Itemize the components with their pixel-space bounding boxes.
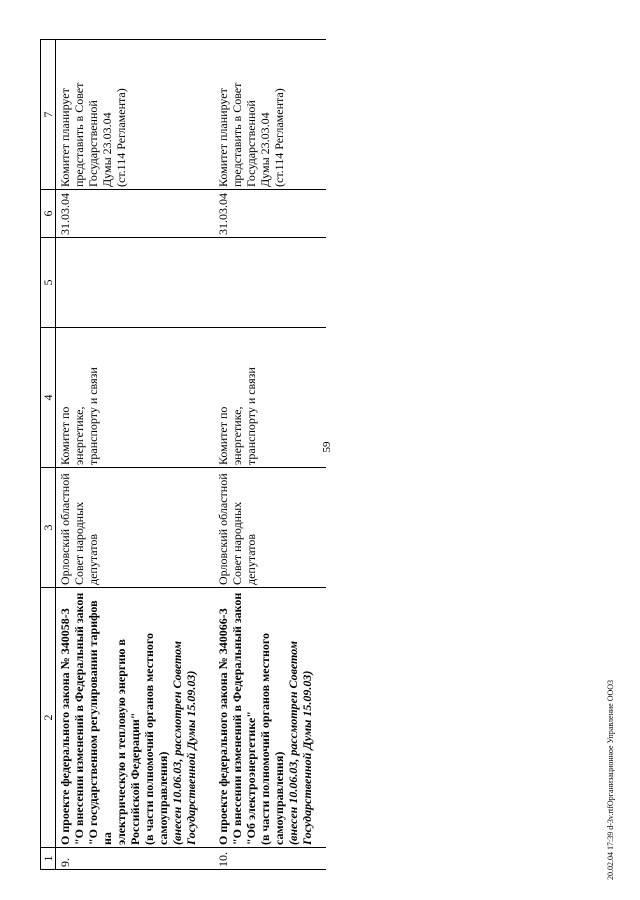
bill-scope-line: (в части полномочий органов местного xyxy=(258,632,272,845)
status-note xyxy=(56,40,215,190)
initiator-line: Совет народных xyxy=(72,501,86,585)
note-line: Думы 23.03.04 xyxy=(258,112,272,187)
column-5-cell xyxy=(214,238,326,328)
column-number: 4 xyxy=(41,328,56,468)
note-line: представить в Совет xyxy=(72,82,86,187)
bill-scope-line: самоуправления) xyxy=(272,751,286,845)
note-line: (ст.114 Регламента) xyxy=(272,88,286,187)
bill-title-line: электрическую и тепловую энергию в xyxy=(114,639,128,845)
bills-table xyxy=(40,39,326,870)
bill-title-line: "Об электроэнергетике" xyxy=(244,711,258,845)
row-number: 10. xyxy=(214,848,326,870)
committee-line: Комитет по xyxy=(216,406,230,465)
bill-submission-line: Государственной Думы 15.09.03) xyxy=(300,670,314,845)
bill-submission-line: (внесен 10.06.03, рассмотрен Советом xyxy=(170,641,184,845)
column-number: 1 xyxy=(41,848,56,870)
column-number: 7 xyxy=(41,40,56,190)
committee-line: транспорту и связи xyxy=(244,367,258,465)
table-row xyxy=(56,40,215,870)
deadline-date: 31.03.04 xyxy=(56,190,215,238)
initiator xyxy=(214,468,326,588)
note-line: Комитет планирует xyxy=(58,88,72,187)
committee-line: транспорту и связи xyxy=(86,367,100,465)
responsible-committee xyxy=(214,328,326,468)
committee-line: энергетике, xyxy=(72,406,86,465)
bill-description xyxy=(214,588,326,848)
bill-submission-line: Государственной Думы 15.09.03) xyxy=(184,670,198,845)
responsible-committee xyxy=(56,328,215,468)
note-line: представить в Совет xyxy=(230,82,244,187)
bill-title-line: Российской Федерации" xyxy=(128,712,142,845)
initiator-line: Совет народных xyxy=(230,501,244,585)
initiator-line: Орловский областной xyxy=(216,473,230,585)
note-line: Государственной xyxy=(86,100,100,187)
bill-description xyxy=(56,588,215,848)
initiator xyxy=(56,468,215,588)
rotated-page xyxy=(40,20,620,870)
row-number: 9. xyxy=(56,848,215,870)
column-number: 2 xyxy=(41,588,56,848)
status-note xyxy=(214,40,326,190)
note-line: Комитет планирует xyxy=(216,88,230,187)
bill-submission-line: (внесен 10.06.03, рассмотрен Советом xyxy=(286,641,300,845)
bill-title-line: "О внесении изменений в Федеральный закон xyxy=(230,592,244,845)
bill-scope-line: (в части полномочий органов местного xyxy=(142,632,156,845)
column-number: 3 xyxy=(41,468,56,588)
note-line: Думы 23.03.04 xyxy=(100,112,114,187)
note-line: Государственной xyxy=(244,100,258,187)
committee-line: энергетике, xyxy=(230,406,244,465)
column-number: 5 xyxy=(41,238,56,328)
column-5-cell xyxy=(56,238,215,328)
column-number-row xyxy=(41,40,56,870)
bill-title-line: "О государственном регулировании тарифов на xyxy=(86,600,114,845)
bill-scope-line: самоуправления) xyxy=(156,751,170,845)
initiator-line: депутатов xyxy=(244,533,258,585)
print-footer: 20.02.04 17:39 d-3v.rtfОрганизационное Управление ООО3 xyxy=(606,679,615,880)
deadline-date: 31.03.04 xyxy=(214,190,326,238)
note-line: (ст.114 Регламента) xyxy=(114,88,128,187)
bill-title-line: "О внесении изменений в Федеральный закон xyxy=(72,592,86,845)
column-number: 6 xyxy=(41,190,56,238)
initiator-line: Орловский областной xyxy=(58,473,72,585)
committee-line: Комитет по xyxy=(58,406,72,465)
table-row xyxy=(214,40,326,870)
bill-title-line: О проекте федерального закона № 340066-3 xyxy=(216,608,230,845)
bill-title-line: О проекте федерального закона № 340058-3 xyxy=(58,608,72,845)
initiator-line: депутатов xyxy=(86,533,100,585)
page-number: 59 xyxy=(321,441,333,453)
